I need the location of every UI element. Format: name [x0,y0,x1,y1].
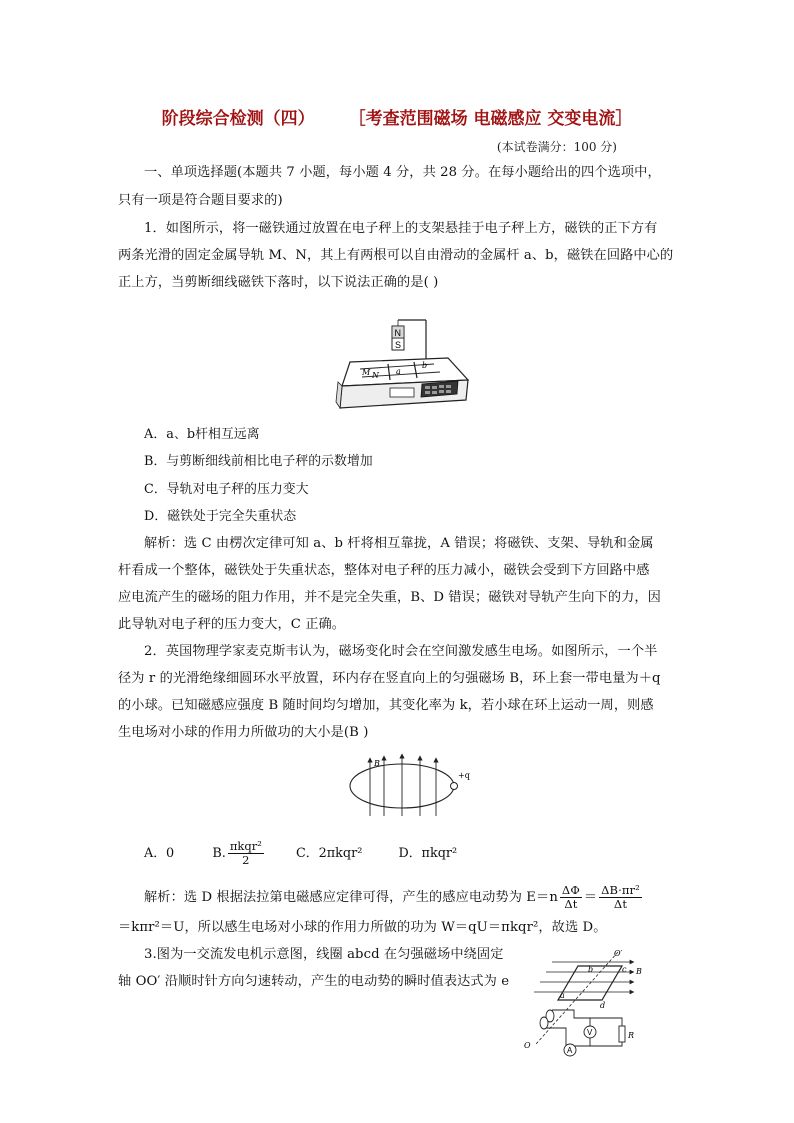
q1-analysis-line-4: 此导轨对电子秤的压力变大，C 正确。 [118,617,346,632]
q3-line-1: 3.图为一交流发电机示意图，线圈 abcd 在匀强磁场中绕固定 [144,947,504,962]
q2-line-1: 2．英国物理学家麦克斯韦认为，磁场变化时会在空间激发感生电场。如图所示，一个半 [144,644,658,659]
page-title [0,104,794,129]
q1-option-c: C．导轨对电子秤的压力变大 [144,482,309,497]
q1-line-1: 1．如图所示，将一磁铁通过放置在电子秤上的支架悬挂于电子秤上方，磁铁的正下方有 [144,221,658,236]
q1-analysis-line-1: 解析：选 C 由楞次定律可知 a、b 杆将相互靠拢，A 错误；将磁铁、支架、导轨和金属 [144,536,654,551]
generator-figure [518,948,660,1060]
q1-analysis-line-2: 杆看成一个整体，磁铁处于失重状态，整体对电子秤的压力减小，磁铁会受到下方回路中感 [118,563,650,578]
coil-b-label: b [588,965,594,974]
q2-option-b-prefix: B. [212,846,226,861]
emf-fraction-2: $\frac{\text{ΔB·πr²}}{\Delta t}$ [601,883,640,911]
title-scope: ［考查范围磁场 电磁感应 交变电流］ [348,109,633,129]
section-heading-line-1: 一、单项选择题(本题共 7 小题，每小题 4 分，共 28 分。在每小题给出的四个选项中， [144,165,661,180]
emf-fraction-1: $\frac{\Delta\Phi}{\Delta t}$ [561,883,580,911]
coil-c-label: c [622,965,627,974]
rod-b-label: b [422,361,428,370]
q3-line-2: 轴 OO′ 沿顺时针方向匀速转动，产生的电动势的瞬时值表达式为 e [118,974,510,989]
scale-magnet-figure [330,302,470,414]
charge-label: +q [458,771,470,780]
q2-line-4: 生电场对小球的作用力所做功的大小是(B ) [118,725,369,740]
coil-a-label: a [560,991,565,1000]
q2-line-3: 的小球。已知磁感应强度 B 随时间均匀增加，其变化率为 k，若小球在环上运动一周，则感 [118,698,654,713]
q2-options [144,840,457,867]
q1-option-a: A．a、b杆相互远离 [144,427,260,442]
rod-a-label: a [396,367,401,376]
q2-option-b-fraction: $\frac{\text{πkqr²}}{2}$ [229,839,262,867]
section-heading-line-2: 只有一项是符合题目要求的) [118,193,283,208]
field-b-label: B [374,759,380,768]
q2-option-a: A．0 [144,846,175,861]
q1-analysis-line-3: 应电流产生的磁场的阻力作用，并不是完全失重，B、D 错误；磁铁对导轨产生向下的力，因 [118,590,661,605]
score-note: (本试卷满分：100 分) [496,140,617,154]
rail-m-label: M [362,368,371,377]
magnet-n-label: N [394,328,401,338]
q1-option-d: D．磁铁处于完全失重状态 [144,509,297,524]
magnet-s-label: S [395,340,402,350]
q1-line-2: 两条光滑的固定金属导轨 M、N，其上有两根可以自由滑动的金属杆 a、b，磁铁在回路中心的 [118,248,674,263]
ammeter-label: A [567,1046,573,1055]
q2-option-d: D．πkqr² [398,846,458,861]
resistor-label: R [628,1031,635,1040]
q2-analysis-line-1: 解析：选 D 根据法拉第电磁感应定律可得，产生的感应电动势为 E＝n $\frac{\Delta\Phi}{\Delta t}$ ＝ $\frac{\text{ΔB·πr²}}{\Delta t}$ [144,883,640,911]
ring-field-figure [340,752,480,818]
voltmeter-label: V [587,1028,593,1037]
q1-option-b: B．与剪断细线前相比电子秤的示数增加 [144,454,373,469]
q2-analysis-line-2: ＝kπr²＝U，所以感生电场对小球的作用力所做的功为 W＝qU＝πkqr²，故选 D。 [118,920,607,935]
title-main: 阶段综合检测（四） [161,109,315,129]
axis-top-label: O′ [614,949,623,958]
q1-line-3: 正上方，当剪断细线磁铁下落时，以下说法正确的是( ) [118,275,439,290]
rail-n-label: N [372,371,379,380]
axis-bottom-label: O [524,1041,531,1050]
q2-line-2: 径为 r 的光滑绝缘细圆环水平放置，环内存在竖直向上的匀强磁场 B，环上套一带电量为＋q [118,671,661,686]
gen-field-label: B [636,967,642,976]
q2-option-c: C．2πkqr² [295,846,363,861]
coil-d-label: d [600,1001,606,1010]
